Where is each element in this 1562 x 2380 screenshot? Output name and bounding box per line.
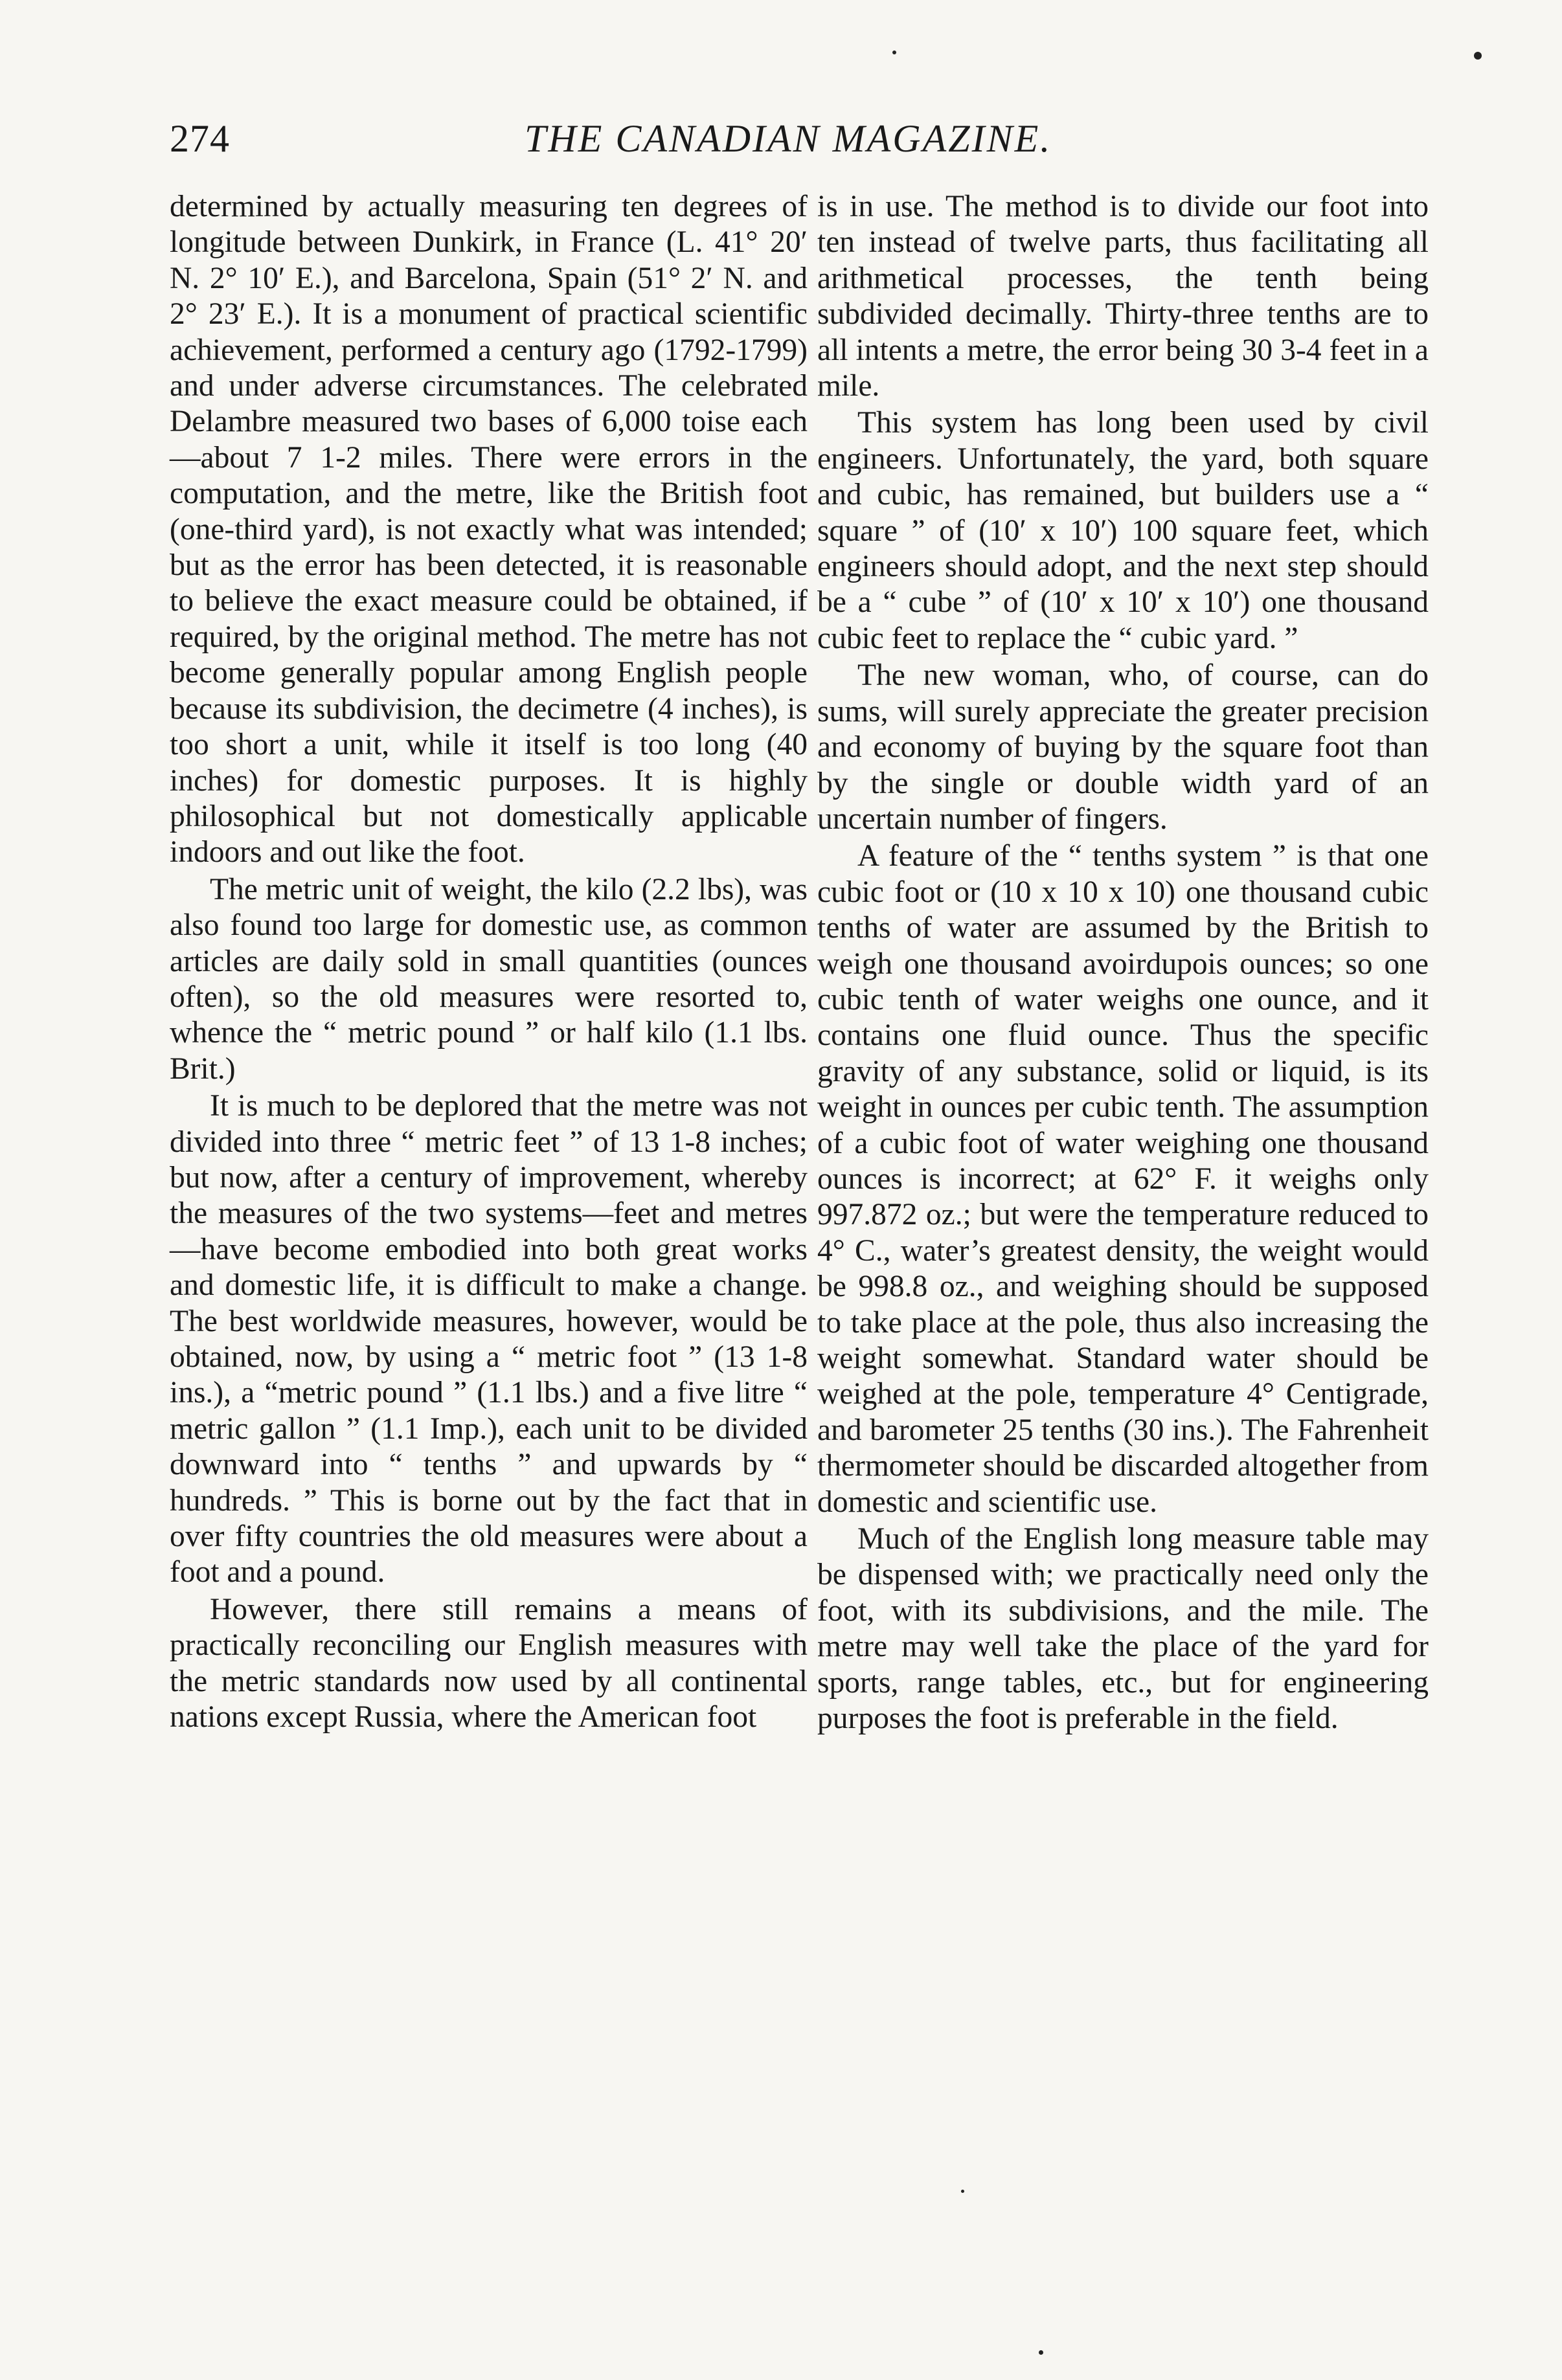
paragraph: However, there still remains a means of practically reconciling our English measures with the metric standards now used by all continental nations except Russia, where the American foot bbox=[170, 1592, 808, 1734]
paragraph: Much of the English long measure table may be dispensed with; we practically need only the foot, with its subdivisions, and the mile. The metre may well take the place of the yard for sports, range tables, etc., but for engineering purposes the foot is preferable in the field. bbox=[817, 1522, 1429, 1736]
paragraph: The metric unit of weight, the kilo (2.2 lbs), was also found too large for domestic use, as common articles are daily sold in small quantities (ounces often), so the old measures were resorted to, whence the “ metric pound ” or half kilo (1.1 lbs. Brit.) bbox=[170, 872, 808, 1086]
right-column bbox=[817, 189, 1429, 1736]
page-number: 274 bbox=[170, 117, 230, 160]
page-header bbox=[170, 117, 1423, 168]
ink-speck bbox=[1474, 52, 1482, 60]
paragraph: It is much to be deplored that the metre was not divided into three “ metric feet ” of 13 1-8 inches; but now, after a century of improvement, whereby the measures of the two systems—feet and metres—have become embodied into both great works and domestic life, it is difficult to make a change. The best worldwide measures, however, would be obtained, now, by using a “ metric foot ” (13 1-8 ins.), a “metric pound ” (1.1 lbs.) and a five litre “ metric gallon ” (1.1 Imp.), each unit to be divided downward into “ tenths ” and upwards by “ hundreds. ” This is borne out by the fact that in over fifty countries the old measures were about a foot and a pound. bbox=[170, 1089, 808, 1589]
paragraph: determined by actually measuring ten degrees of longitude between Dunkirk, in France (L. 41° 20′ N. 2° 10′ E.), and Barcelona, Spain (51° 2′ N. and 2° 23′ E.). It is a monument of practical scientific achievement, performed a century ago (1792-1799) and under adverse circumstances. The celebrated Delambre measured two bases of 6,000 toise each—about 7 1-2 miles. There were errors in the computation, and the metre, like the British foot (one-third yard), is not exactly what was intended; but as the error has been detected, it is reasonable to believe the exact measure could be obtained, if required, by the original method. The metre has not become generally popular among English people because its subdivision, the decimetre (4 inches), is too short a unit, while it itself is too long (40 inches) for domestic purposes. It is highly philosophical but not domestically applicable indoors and out like the foot. bbox=[170, 190, 808, 870]
running-title: THE CANADIAN MAGAZINE. bbox=[525, 117, 1052, 160]
left-column bbox=[170, 189, 808, 1735]
ink-speck bbox=[1039, 2350, 1043, 2355]
paragraph: is in use. The method is to divide our foot into ten instead of twelve parts, thus facilitating all arithmetical processes, the tenth being subdivided decimally. Thirty-three tenths are to all intents a metre, the error being 30 3-4 feet in a mile. bbox=[817, 190, 1429, 403]
paragraph: This system has long been used by civil engineers. Unfortunately, the yard, both square and cubic, has remained, but builders use a “ square ” of (10′ x 10′) 100 square feet, which engineers should adopt, and the next step should be a “ cube ” of (10′ x 10′ x 10′) one thousand cubic feet to replace the “ cubic yard. ” bbox=[817, 406, 1429, 655]
paragraph: The new woman, who, of course, can do sums, will surely appreciate the greater precision and economy of buying by the square foot than by the single or double width yard of an uncertain number of fingers. bbox=[817, 658, 1429, 836]
ink-speck bbox=[892, 51, 896, 54]
paragraph: A feature of the “ tenths system ” is that one cubic foot or (10 x 10 x 10) one thousand cubic tenths of water are assumed by the British to weigh one thousand avoirdupois ounces; so one cubic tenth of water weighs one ounce, and it contains one fluid ounce. Thus the specific gravity of any substance, solid or liquid, is its weight in ounces per cubic tenth. The assumption of a cubic foot of water weighing one thousand ounces is incorrect; at 62° F. it weighs only 997.872 oz.; but were the temperature reduced to 4° C., water’s greatest density, the weight would be 998.8 oz., and weighing should be supposed to take place at the pole, thus also increasing the weight somewhat. Standard water should be weighed at the pole, temperature 4° Centigrade, and barometer 25 tenths (30 ins.). The Fahrenheit thermometer should be discarded altogether from domestic and scientific use. bbox=[817, 839, 1429, 1519]
ink-speck bbox=[961, 2190, 964, 2193]
